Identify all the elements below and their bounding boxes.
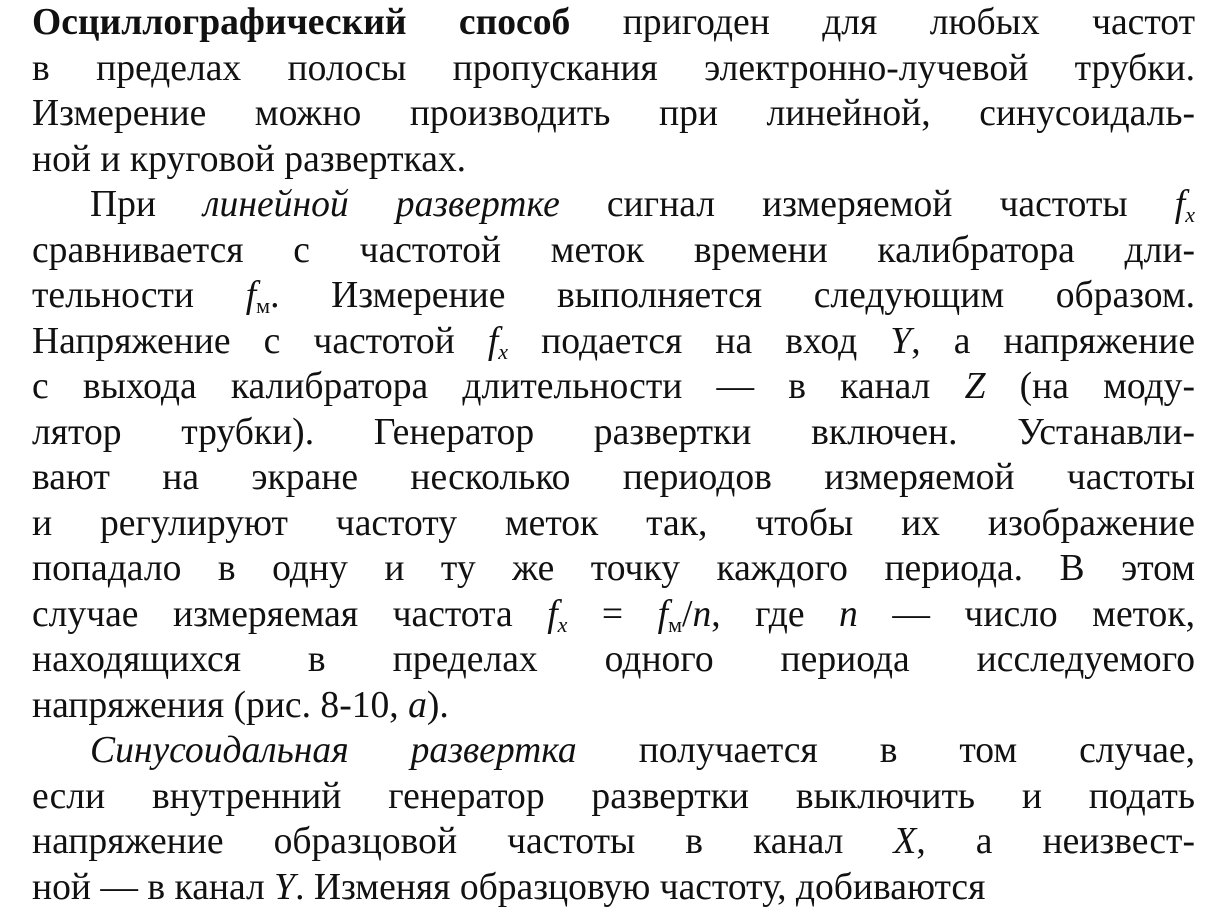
text-it: а <box>408 684 427 726</box>
text-run: . Измерение выполняется следующим образом. <box>270 275 1196 316</box>
text-run: находящихся в пределах одного периода исследуемого <box>32 639 1195 680</box>
text-run: / <box>682 593 693 635</box>
text-sub: x <box>1185 202 1195 227</box>
paragraph <box>32 182 1195 728</box>
text-line <box>32 91 1195 137</box>
text-it: f <box>547 593 558 635</box>
text-it: f <box>487 320 499 362</box>
text-it: Y <box>890 320 912 362</box>
text-run: вают на экране несколько периодов измеряемой частоты <box>32 457 1195 498</box>
text-it: f <box>245 275 257 316</box>
text-line <box>32 683 1195 729</box>
text-run: ной и круговой развертках. <box>32 138 467 180</box>
text-run: сигнал измеряемой частоты <box>559 184 1175 225</box>
text-run: , где <box>711 593 840 635</box>
text-bold: Осциллографический способ <box>32 2 571 43</box>
text-line <box>32 728 1195 774</box>
text-run: При <box>90 184 204 225</box>
text-run: — число меток, <box>857 593 1196 635</box>
text-it: Y <box>274 866 296 908</box>
text-run: ). <box>426 684 449 726</box>
text-line <box>32 865 1195 911</box>
text-run: , а напряжение <box>911 320 1195 362</box>
text-it: Синусоидальная развертка <box>90 730 577 771</box>
text-line <box>32 592 1195 638</box>
text-run: с выхода калибратора длительности — в канал <box>32 366 965 407</box>
text-line <box>32 637 1195 683</box>
text-sub: x <box>557 611 568 637</box>
text-line <box>32 273 1195 319</box>
text-run: пригоден для любых частот <box>570 2 1196 43</box>
text-it: f <box>657 593 669 635</box>
text-run: в пределах полосы пропускания электронно-лучевой трубки. <box>32 47 1195 89</box>
text-run: сравнивается с частотой меток времени калибратора дли- <box>32 229 1195 271</box>
text-line <box>32 0 1195 46</box>
text-run: получается в том случае, <box>576 730 1195 771</box>
text-it: Z <box>964 366 986 407</box>
text-it: линейной развертке <box>203 184 560 225</box>
document-page <box>32 0 1195 914</box>
text-line <box>32 228 1195 274</box>
text-line <box>32 182 1195 228</box>
text-run: = <box>567 593 658 635</box>
text-run: случае измеряемая частота <box>32 593 548 635</box>
text-line <box>32 774 1195 820</box>
text-run: лятор трубки). Генератор развертки включен. Устанавли- <box>32 411 1195 453</box>
paragraph <box>32 728 1195 910</box>
text-run: и регулируют частоту меток так, чтобы их изображение <box>32 502 1195 544</box>
text-sub: м <box>256 293 271 318</box>
text-line <box>32 137 1195 183</box>
text-line <box>32 819 1195 865</box>
text-run: напряжения (рис. 8-10, <box>32 684 409 726</box>
text-line <box>32 501 1195 547</box>
text-line <box>32 319 1195 365</box>
text-run: напряжение образцовой частоты в канал <box>32 821 894 862</box>
text-run: если внутренний генератор развертки выключить и подать <box>32 775 1195 817</box>
text-line <box>32 410 1195 456</box>
text-it: f <box>1174 184 1186 225</box>
text-run: Напряжение с частотой <box>32 320 488 362</box>
text-line <box>32 46 1195 92</box>
text-it: X <box>893 821 917 862</box>
text-sub: м <box>668 611 683 637</box>
text-sub: x <box>498 338 509 364</box>
text-run: попадало в одну и ту же точку каждого периода. В этом <box>32 548 1195 589</box>
text-it: n <box>839 593 858 635</box>
text-run: Измерение можно производить при линейной, синусоидаль- <box>32 93 1195 134</box>
text-run: , а неизвест- <box>916 821 1195 862</box>
text-line <box>32 364 1195 410</box>
text-run: ной — в канал <box>32 866 275 908</box>
text-run: подается на вход <box>508 320 891 362</box>
text-line <box>32 546 1195 592</box>
text-line <box>32 455 1195 501</box>
text-it: n <box>692 593 712 635</box>
text-body <box>32 0 1195 910</box>
text-run: тельности <box>32 275 246 316</box>
text-run: (на моду- <box>985 366 1195 407</box>
paragraph <box>32 0 1195 182</box>
text-run: . Изменяя образцовую частоту, добиваются <box>295 866 986 908</box>
